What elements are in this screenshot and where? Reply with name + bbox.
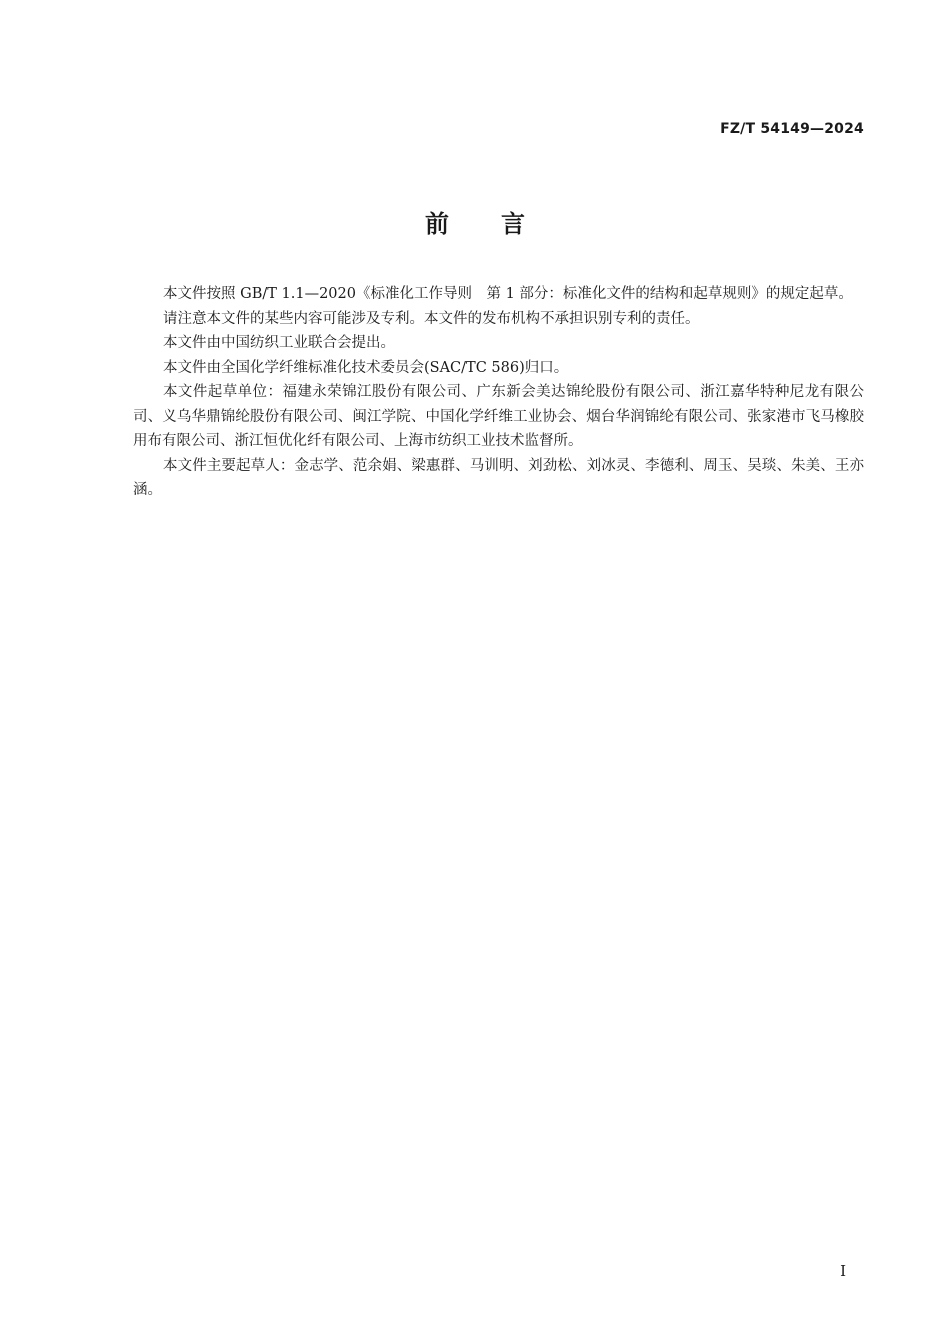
paragraph-drafting-rules: 本文件按照 GB/T 1.1—2020《标准化工作导则 第 1 部分：标准化文件的结构和起草规则》的规定起草。 <box>163 286 853 302</box>
paragraph-drafting-units: 本文件起草单位：福建永荣锦江股份有限公司、广东新会美达锦纶股份有限公司、浙江嘉华特种尼龙有限公司、义乌华鼎锦纶股份有限公司、闽江学院、中国化学纤维工业协会、烟台华润锦纶有限公司、张家港市飞马橡胶用布有限公司、浙江恒优化纤有限公司、上海市纺织工业技术监督所。 <box>133 384 864 449</box>
page-number: I <box>840 1262 846 1280</box>
paragraph-administrator: 本文件由全国化学纤维标准化技术委员会(SAC/TC 586)归口。 <box>163 359 569 376</box>
paragraph-proposer: 本文件由中国纺织工业联合会提出。 <box>163 335 395 351</box>
paragraph-patent-notice: 请注意本文件的某些内容可能涉及专利。本文件的发布机构不承担识别专利的责任。 <box>163 310 700 327</box>
standard-code: FZ/T 54149—2024 <box>720 121 864 137</box>
foreword-body <box>133 282 864 503</box>
paragraph-drafters: 本文件主要起草人：金志学、范余娟、梁惠群、马训明、刘劲松、刘冰灵、李德利、周玉、吴琰、朱美、王亦涵。 <box>133 457 864 498</box>
page-title: 前言 <box>425 210 577 238</box>
